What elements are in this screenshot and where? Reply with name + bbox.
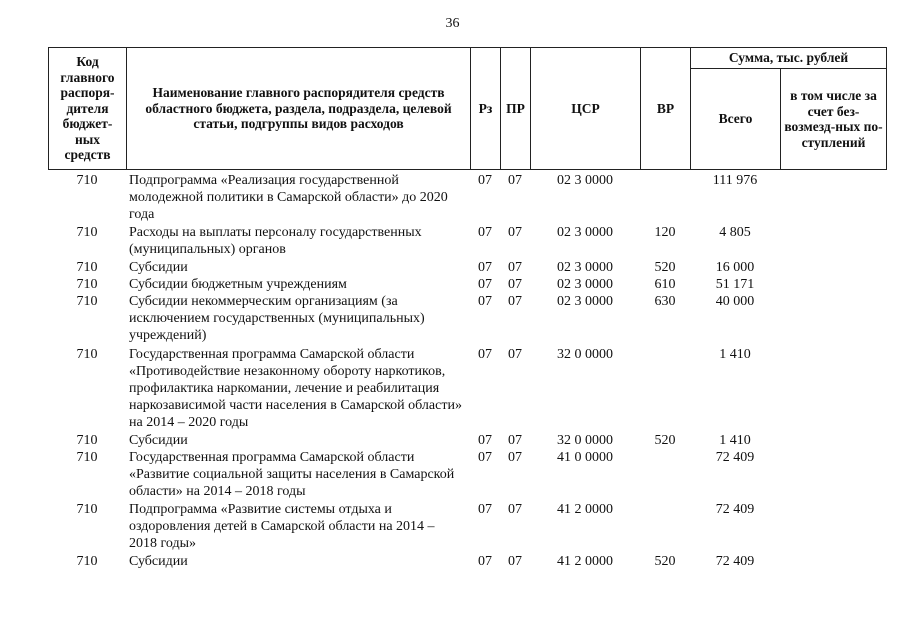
cell-kod: 710: [76, 554, 98, 569]
cell-name: Субсидии некоммерческим организациям (за исключением государственных (муниципальных) учреждений): [129, 294, 425, 343]
cell-vr: [640, 346, 690, 432]
cell-csr: 32 0 0000: [557, 347, 613, 362]
cell-name: Государственная программа Самарской области «Развитие социальной защиты населения в Самарской области» на 2014 – 2018 годы: [129, 450, 455, 499]
cell-csr: 32 0 0000: [557, 433, 613, 448]
cell-rz: 07: [478, 260, 492, 275]
cell-kod: 710: [76, 294, 98, 309]
cell-name: Субсидии: [129, 260, 188, 275]
cell-vr: 120: [654, 225, 676, 240]
cell-vr: 520: [654, 433, 676, 448]
cell-name: Подпрограмма «Развитие системы отдыха и оздоровления детей в Самарской области на 2014 – 2018 годы»: [129, 502, 435, 551]
cell-pr: 07: [508, 277, 522, 292]
cell-sum: 40 000: [715, 294, 755, 309]
cell-name: Субсидии бюджетным учреждениям: [129, 277, 347, 292]
cell-pr: 07: [508, 294, 522, 309]
cell-csr: 02 3 0000: [557, 294, 613, 309]
header-sum-bezvozm: в том числе за счет без-возмезд-ных по-ступлений: [781, 69, 887, 170]
cell-rz: 07: [478, 450, 492, 465]
cell-csr: 02 3 0000: [557, 277, 613, 292]
cell-pr: 07: [508, 173, 522, 188]
cell-kod: 710: [76, 433, 98, 448]
cell-csr: 41 2 0000: [557, 554, 613, 569]
cell-pr: 07: [508, 433, 522, 448]
cell-csr: 02 3 0000: [557, 260, 613, 275]
cell-rz: 07: [478, 277, 492, 292]
header-vr: ВР: [641, 48, 691, 170]
cell-vr: 610: [654, 277, 676, 292]
table-row: [48, 293, 886, 346]
cell-sum: 72 409: [715, 450, 755, 465]
cell-name: Субсидии: [129, 554, 188, 569]
table-body: [48, 172, 886, 570]
cell-csr: 02 3 0000: [557, 173, 613, 188]
cell-vr: 520: [654, 554, 676, 569]
cell-bez: [780, 501, 884, 553]
cell-name: Субсидии: [129, 433, 188, 448]
table-row: [48, 259, 886, 276]
cell-csr: 41 0 0000: [557, 450, 613, 465]
cell-bez: [780, 224, 884, 259]
cell-kod: 710: [76, 502, 98, 517]
cell-bez: [780, 259, 884, 276]
cell-kod: 710: [76, 260, 98, 275]
cell-kod: 710: [76, 277, 98, 292]
cell-csr: 41 2 0000: [557, 502, 613, 517]
cell-vr: 520: [654, 260, 676, 275]
cell-rz: 07: [478, 554, 492, 569]
cell-name: Подпрограмма «Реализация государственной молодежной политики в Самарской области» до 2020 года: [129, 173, 448, 222]
header-table: [48, 47, 887, 170]
table-row: [48, 553, 886, 570]
cell-csr: 02 3 0000: [557, 225, 613, 240]
cell-name: Расходы на выплаты персоналу государственных (муниципальных) органов: [129, 225, 422, 257]
header-csr: ЦСР: [531, 48, 641, 170]
cell-sum: 72 409: [715, 502, 755, 517]
table-row: [48, 276, 886, 293]
cell-sum: 1 410: [719, 347, 751, 362]
cell-vr: [640, 172, 690, 224]
cell-kod: 710: [76, 225, 98, 240]
cell-pr: 07: [508, 260, 522, 275]
cell-bez: [780, 276, 884, 293]
table-row: [48, 432, 886, 449]
table-row: [48, 346, 886, 432]
cell-sum: 4 805: [719, 225, 751, 240]
cell-pr: 07: [508, 450, 522, 465]
cell-rz: 07: [478, 173, 492, 188]
cell-pr: 07: [508, 502, 522, 517]
cell-bez: [780, 553, 884, 570]
table-header: [48, 47, 886, 170]
header-pr: ПР: [501, 48, 531, 170]
cell-pr: 07: [508, 554, 522, 569]
header-kod: Код главного распоря-дителя бюджет-ных средств: [49, 48, 127, 170]
cell-rz: 07: [478, 225, 492, 240]
cell-bez: [780, 449, 884, 501]
header-name: Наименование главного распорядителя средств областного бюджета, раздела, подраздела, целевой статьи, подгруппы видов расходов: [127, 48, 471, 170]
cell-sum: 1 410: [719, 433, 751, 448]
header-sum-total: Всего: [691, 69, 781, 170]
header-sum-group: Сумма, тыс. рублей: [691, 48, 887, 69]
table-row: [48, 224, 886, 259]
cell-bez: [780, 346, 884, 432]
cell-vr: [640, 449, 690, 501]
cell-bez: [780, 293, 884, 346]
cell-vr: [640, 501, 690, 553]
cell-rz: 07: [478, 347, 492, 362]
page-number: 36: [445, 16, 460, 31]
cell-kod: 710: [76, 450, 98, 465]
table-row: [48, 449, 886, 501]
cell-name: Государственная программа Самарской области «Противодействие незаконному обороту наркотиков, профилактика наркомании, лечение и реабилитация наркозависимой части населения в Самарской области» на 2014 – 2020 годы: [129, 347, 462, 430]
cell-rz: 07: [478, 294, 492, 309]
cell-sum: 51 171: [715, 277, 755, 292]
cell-sum: 111 976: [712, 173, 758, 188]
cell-kod: 710: [76, 173, 98, 188]
table-row: [48, 172, 886, 224]
cell-bez: [780, 432, 884, 449]
cell-rz: 07: [478, 433, 492, 448]
cell-sum: 16 000: [715, 260, 755, 275]
cell-vr: 630: [654, 294, 676, 309]
cell-pr: 07: [508, 225, 522, 240]
cell-kod: 710: [76, 347, 98, 362]
header-rz: Рз: [471, 48, 501, 170]
cell-sum: 72 409: [715, 554, 755, 569]
table-row: [48, 501, 886, 553]
cell-bez: [780, 172, 884, 224]
cell-rz: 07: [478, 502, 492, 517]
cell-pr: 07: [508, 347, 522, 362]
